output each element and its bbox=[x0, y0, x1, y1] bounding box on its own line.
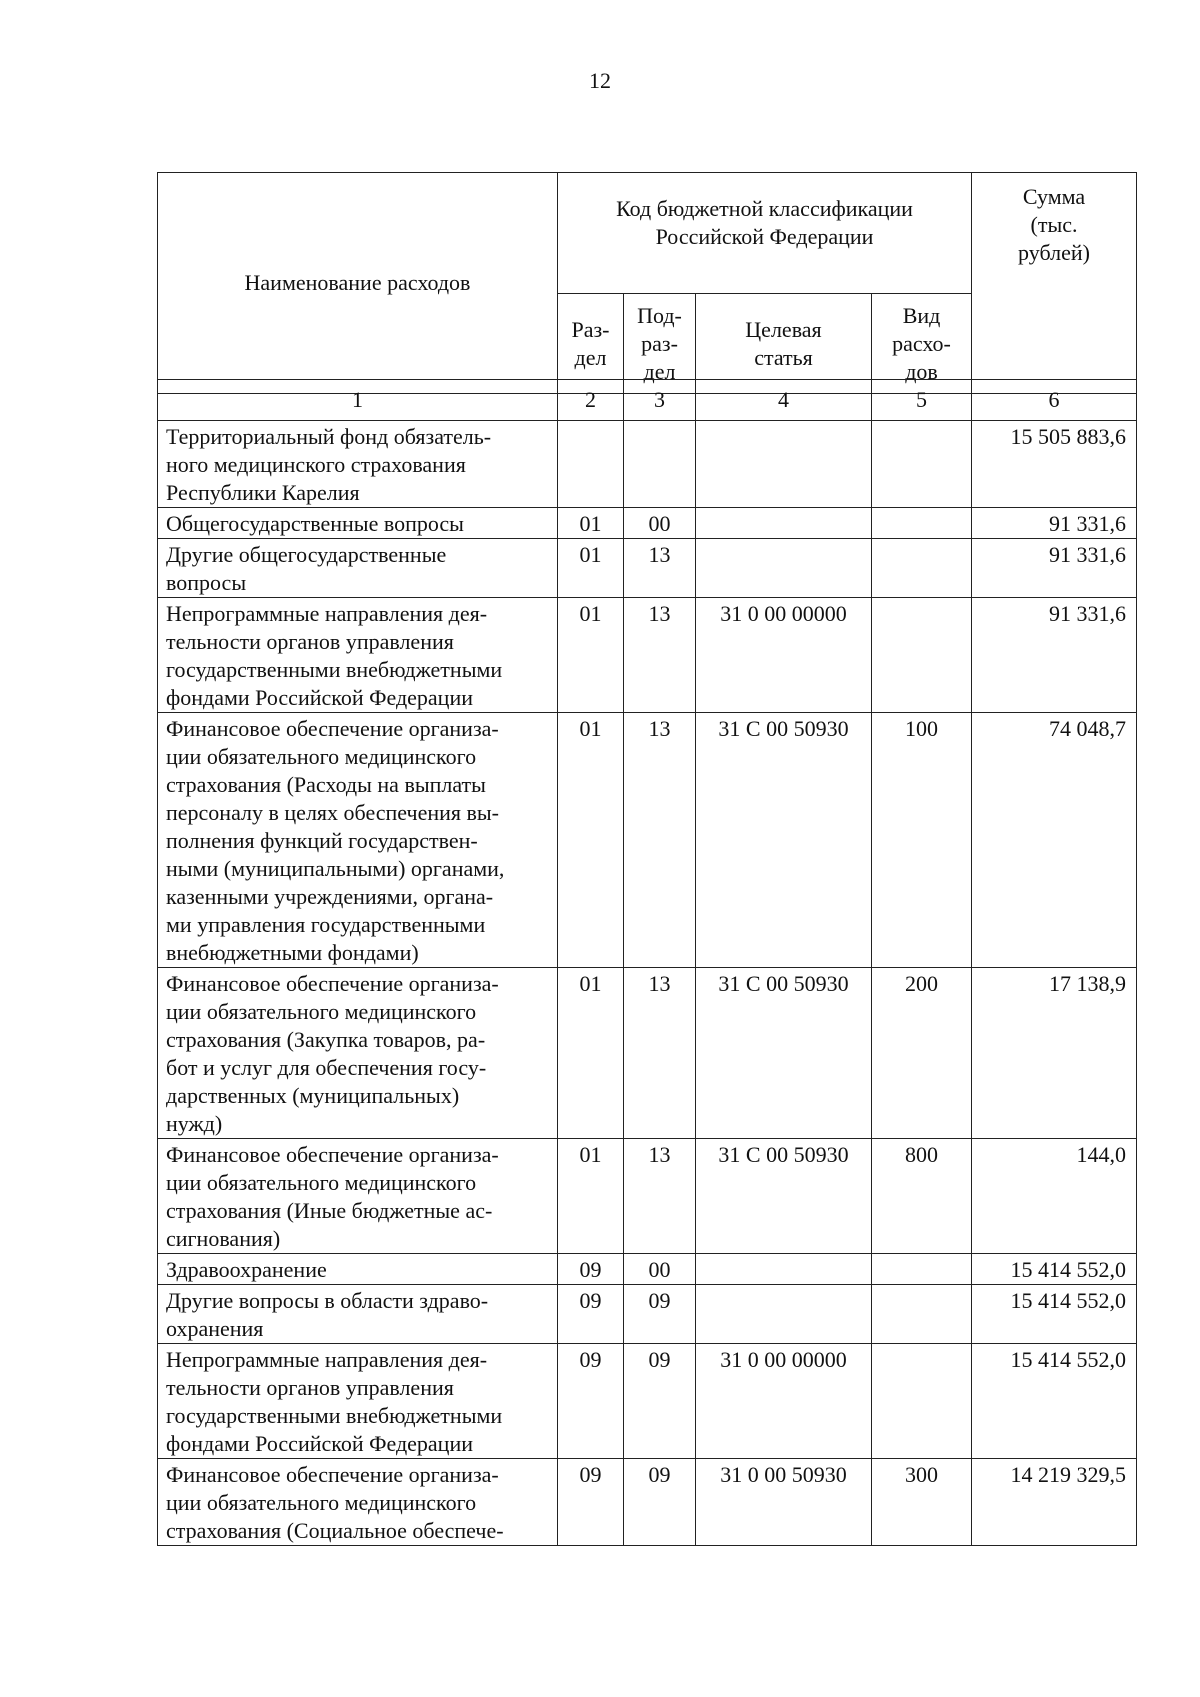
razdel-code: 09 bbox=[558, 1285, 624, 1344]
expense-name: Финансовое обеспечение организа- ции обязательного медицинского страхования (Социальное обеспече- bbox=[158, 1459, 558, 1546]
razdel-code: 09 bbox=[558, 1344, 624, 1459]
amount-value: 91 331,6 bbox=[972, 508, 1137, 539]
podrazdel-code: 13 bbox=[624, 968, 696, 1139]
razdel-code: 01 bbox=[558, 508, 624, 539]
table-row bbox=[158, 1459, 1137, 1546]
expense-name: Финансовое обеспечение организа- ции обязательного медицинского страхования (Иные бюджетные ас- сигнования) bbox=[158, 1139, 558, 1254]
header-razdel: Раз- дел bbox=[558, 294, 624, 394]
celevaya-statya-code: 31 С 00 50930 bbox=[696, 713, 872, 968]
amount-value: 15 414 552,0 bbox=[972, 1254, 1137, 1285]
amount-value: 15 414 552,0 bbox=[972, 1344, 1137, 1459]
celevaya-statya-code: 31 С 00 50930 bbox=[696, 1139, 872, 1254]
razdel-code bbox=[558, 421, 624, 508]
column-index: 3 bbox=[624, 380, 696, 421]
razdel-code: 01 bbox=[558, 539, 624, 598]
vid-raskhodov-code: 100 bbox=[872, 713, 972, 968]
header-podrazdel: Под- раз- дел bbox=[624, 294, 696, 394]
expense-name: Другие общегосударственные вопросы bbox=[158, 539, 558, 598]
column-index: 6 bbox=[972, 380, 1137, 421]
expenses-table bbox=[157, 379, 1137, 1546]
column-index: 1 bbox=[158, 380, 558, 421]
vid-raskhodov-code bbox=[872, 598, 972, 713]
celevaya-statya-code bbox=[696, 1285, 872, 1344]
table-row bbox=[158, 1344, 1137, 1459]
vid-raskhodov-code bbox=[872, 1285, 972, 1344]
expense-name: Финансовое обеспечение организа- ции обязательного медицинского страхования (Расходы на выплаты персоналу в целях обеспечения вы- полнения функций государствен- ными (муниципальными) органами, казенными учреждениями, органа- ми управления государственными внебюджетными фондами) bbox=[158, 713, 558, 968]
podrazdel-code: 13 bbox=[624, 539, 696, 598]
table-row bbox=[158, 1254, 1137, 1285]
column-index: 4 bbox=[696, 380, 872, 421]
expense-name: Непрограммные направления дея- тельности органов управления государственными внебюджетными фондами Российской Федерации bbox=[158, 1344, 558, 1459]
table-row bbox=[158, 1285, 1137, 1344]
vid-raskhodov-code: 300 bbox=[872, 1459, 972, 1546]
table-row bbox=[158, 713, 1137, 968]
header-name-column: Наименование расходов bbox=[158, 173, 558, 394]
celevaya-statya-code bbox=[696, 539, 872, 598]
celevaya-statya-code: 31 0 00 00000 bbox=[696, 1344, 872, 1459]
page-number: 12 bbox=[589, 68, 611, 93]
expense-name: Финансовое обеспечение организа- ции обязательного медицинского страхования (Закупка товаров, ра- бот и услуг для обеспечения госу- дарственных (муниципальных) нужд) bbox=[158, 968, 558, 1139]
header-celevaya-statya: Целевая статья bbox=[696, 294, 872, 394]
vid-raskhodov-code bbox=[872, 508, 972, 539]
razdel-code: 01 bbox=[558, 598, 624, 713]
expense-name: Другие вопросы в области здраво- охранения bbox=[158, 1285, 558, 1344]
razdel-code: 09 bbox=[558, 1459, 624, 1546]
amount-value: 17 138,9 bbox=[972, 968, 1137, 1139]
table-header bbox=[157, 172, 1137, 394]
celevaya-statya-code bbox=[696, 421, 872, 508]
amount-value: 91 331,6 bbox=[972, 598, 1137, 713]
podrazdel-code: 13 bbox=[624, 713, 696, 968]
podrazdel-code: 13 bbox=[624, 1139, 696, 1254]
amount-value: 14 219 329,5 bbox=[972, 1459, 1137, 1546]
expense-name: Территориальный фонд обязатель- ного медицинского страхования Республики Карелия bbox=[158, 421, 558, 508]
amount-value: 15 505 883,6 bbox=[972, 421, 1137, 508]
podrazdel-code: 09 bbox=[624, 1459, 696, 1546]
podrazdel-code: 13 bbox=[624, 598, 696, 713]
vid-raskhodov-code bbox=[872, 421, 972, 508]
header-vid-raskhodov: Вид расхо- дов bbox=[872, 294, 972, 394]
vid-raskhodov-code bbox=[872, 1254, 972, 1285]
table-row bbox=[158, 968, 1137, 1139]
header-sum-column: Сумма (тыс. рублей) bbox=[972, 173, 1137, 394]
table-row bbox=[158, 539, 1137, 598]
expense-name: Здравоохранение bbox=[158, 1254, 558, 1285]
vid-raskhodov-code: 200 bbox=[872, 968, 972, 1139]
amount-value: 74 048,7 bbox=[972, 713, 1137, 968]
razdel-code: 01 bbox=[558, 968, 624, 1139]
podrazdel-code bbox=[624, 421, 696, 508]
celevaya-statya-code: 31 С 00 50930 bbox=[696, 968, 872, 1139]
amount-value: 144,0 bbox=[972, 1139, 1137, 1254]
expense-name: Непрограммные направления дея- тельности органов управления государственными внебюджетными фондами Российской Федерации bbox=[158, 598, 558, 713]
podrazdel-code: 09 bbox=[624, 1344, 696, 1459]
celevaya-statya-code bbox=[696, 1254, 872, 1285]
table-row bbox=[158, 1139, 1137, 1254]
vid-raskhodov-code: 800 bbox=[872, 1139, 972, 1254]
vid-raskhodov-code bbox=[872, 1344, 972, 1459]
expense-name: Общегосударственные вопросы bbox=[158, 508, 558, 539]
celevaya-statya-code: 31 0 00 50930 bbox=[696, 1459, 872, 1546]
header-code-group: Код бюджетной классификации Российской Федерации bbox=[558, 173, 972, 294]
amount-value: 91 331,6 bbox=[972, 539, 1137, 598]
podrazdel-code: 00 bbox=[624, 1254, 696, 1285]
celevaya-statya-code bbox=[696, 508, 872, 539]
podrazdel-code: 09 bbox=[624, 1285, 696, 1344]
amount-value: 15 414 552,0 bbox=[972, 1285, 1137, 1344]
table-row bbox=[158, 508, 1137, 539]
celevaya-statya-code: 31 0 00 00000 bbox=[696, 598, 872, 713]
column-index-row bbox=[158, 380, 1137, 421]
vid-raskhodov-code bbox=[872, 539, 972, 598]
table-row bbox=[158, 598, 1137, 713]
podrazdel-code: 00 bbox=[624, 508, 696, 539]
column-index: 2 bbox=[558, 380, 624, 421]
table-row bbox=[158, 421, 1137, 508]
razdel-code: 01 bbox=[558, 713, 624, 968]
razdel-code: 01 bbox=[558, 1139, 624, 1254]
column-index: 5 bbox=[872, 380, 972, 421]
razdel-code: 09 bbox=[558, 1254, 624, 1285]
